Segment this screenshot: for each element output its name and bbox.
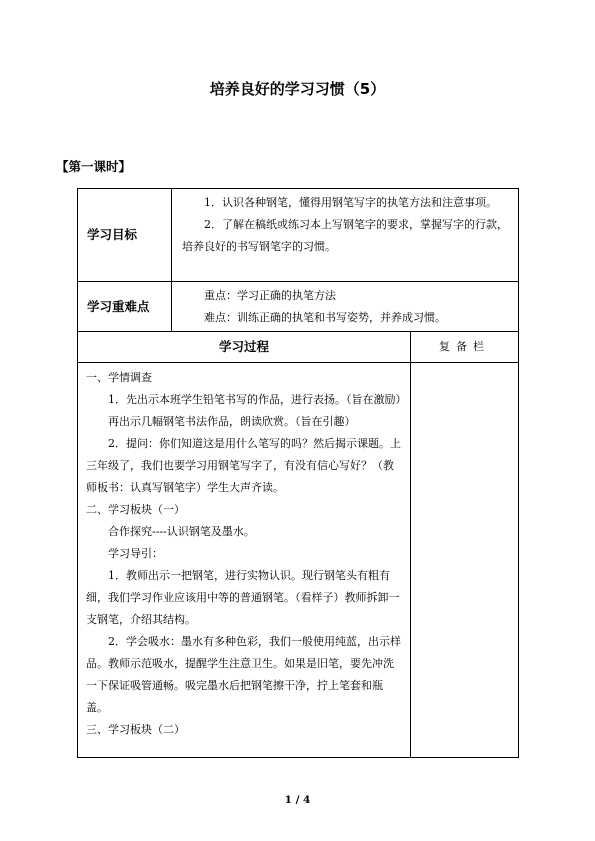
key-point-item: 重点：学习正确的执笔方法 [204,289,336,302]
key-points-label: 学习重难点 [78,282,172,332]
process-line: 三、学习板块（二） [86,723,185,736]
process-line: 合作探究----认识钢笔及墨水。 [108,525,255,538]
process-line: 2．提问：你们知道这是用什么笔写的吗？然后揭示课题。上三年级了，我们也要学习用钢笔写字了，有没有信心写好？（教师板书：认真写钢笔字）学生大声齐读。 [86,437,401,494]
review-column [411,363,519,758]
goals-row [78,189,519,282]
page-number: 1 / 4 [284,794,311,806]
key-points-content [172,282,519,332]
key-points-row [78,282,519,332]
process-line: 学习导引： [108,547,163,560]
process-body-row [78,363,519,758]
goals-content [172,189,519,282]
lesson-label: 【第一课时】 [56,159,132,174]
process-line: 一、学情调查 [86,371,152,384]
process-line: 二、学习板块（一） [86,503,185,516]
process-lines [86,367,407,741]
goal-item: 1．认识各种钢笔，懂得用钢笔写字的执笔方法和注意事项。 [204,196,497,209]
process-line: 1．教师出示一把钢笔，进行实物认识。现行钢笔头有粗有细，我们学习作业应该用中等的普通钢笔。（看样子）教师拆卸一支钢笔，介绍其结构。 [86,569,400,626]
lesson-plan-table [77,188,519,758]
key-point-item: 难点：训练正确的执笔和书写姿势，并养成习惯。 [204,311,446,324]
process-header-row [78,332,519,363]
process-line: 2．学会吸水：墨水有多种色彩，我们一般使用纯蓝，出示样品。教师示范吸水，提醒学生注意卫生。如果是旧笔，要先冲洗一下保证吸管通畅。吸完墨水后把钢笔擦干净，拧上笔套和瓶盖。 [86,635,401,714]
goals-label: 学习目标 [78,189,172,282]
review-column-label: 复备栏 [411,332,519,363]
process-line: 1．先出示本班学生铅笔书写的作品，进行表扬。（旨在激励） [108,393,407,406]
process-label: 学习过程 [78,332,411,363]
goal-item: 2．了解在稿纸或练习本上写钢笔字的要求，掌握写字的行款，培养良好的书写钢笔字的习惯。 [182,218,508,253]
process-line: 再出示几幅钢笔书法作品，朗读欣赏。（旨在引趣） [108,415,356,428]
process-content [78,363,411,758]
document-title: 培养良好的学习习惯（5） [209,80,386,98]
